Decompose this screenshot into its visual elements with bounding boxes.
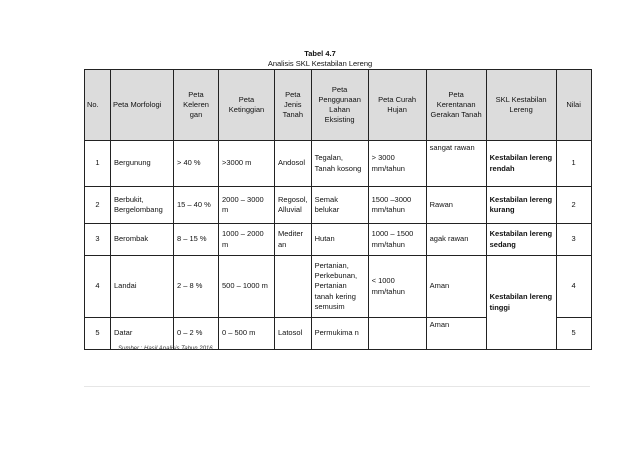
- header-row: [85, 70, 592, 141]
- cell-kelerengan: 2 – 8 %: [174, 256, 219, 318]
- cell-jenis-tanah: Andosol: [275, 141, 312, 187]
- cell-nilai: 1: [556, 141, 591, 187]
- table-title: Tabel 4.7: [304, 49, 336, 58]
- table-row: [85, 141, 592, 187]
- header-curah-hujan: Peta Curah Hujan: [368, 70, 426, 141]
- cell-penggunaan: Permukima n: [311, 318, 368, 350]
- cell-penggunaan: Semak belukar: [311, 187, 368, 224]
- cell-no: 1: [85, 141, 111, 187]
- cell-kelerengan: 0 – 2 %: [174, 318, 219, 350]
- cell-morfologi: Berbukit, Bergelombang: [111, 187, 174, 224]
- cell-ketinggian: 500 – 1000 m: [219, 256, 275, 318]
- cell-no: 4: [85, 256, 111, 318]
- cell-nilai: 2: [556, 187, 591, 224]
- cell-skl: Kestabilan lereng kurang: [486, 187, 556, 224]
- header-jenis-tanah: Peta Jenis Tanah: [275, 70, 312, 141]
- table-row: [85, 224, 592, 256]
- header-ketinggian: Peta Ketinggian: [219, 70, 275, 141]
- cell-skl-merged: Kestabilan lereng tinggi: [486, 256, 556, 350]
- cell-ketinggian: 0 – 500 m: [219, 318, 275, 350]
- cell-kelerengan: 15 – 40 %: [174, 187, 219, 224]
- cell-morfologi: Bergunung: [111, 141, 174, 187]
- header-nilai: Nilai: [556, 70, 591, 141]
- cell-curah-hujan: 1000 – 1500 mm/tahun: [368, 224, 426, 256]
- cell-nilai: 3: [556, 224, 591, 256]
- cell-curah-hujan: > 3000 mm/tahun: [368, 141, 426, 187]
- table-row: [85, 256, 592, 318]
- cell-jenis-tanah: Regosol, Alluvial: [275, 187, 312, 224]
- cell-penggunaan: Hutan: [311, 224, 368, 256]
- cell-skl: Kestabilan lereng sedang: [486, 224, 556, 256]
- cell-no: 2: [85, 187, 111, 224]
- cell-kerentanan: sangat rawan: [426, 141, 486, 187]
- table-row: [85, 187, 592, 224]
- cell-skl: Kestabilan lereng rendah: [486, 141, 556, 187]
- table-subtitle: Analisis SKL Kestabilan Lereng: [267, 59, 373, 68]
- cell-ketinggian: 1000 – 2000 m: [219, 224, 275, 256]
- cell-nilai: 4: [556, 256, 591, 318]
- cell-curah-hujan: < 1000 mm/tahun: [368, 256, 426, 318]
- cell-morfologi: Datar: [111, 318, 174, 350]
- cell-kerentanan: Aman: [426, 256, 486, 318]
- cell-kelerengan: > 40 %: [174, 141, 219, 187]
- cell-curah-hujan: 1500 –3000 mm/tahun: [368, 187, 426, 224]
- header-kerentanan: Peta Kerentanan Gerakan Tanah: [426, 70, 486, 141]
- header-penggunaan-lahan: Peta Penggunaan Lahan Eksisting: [311, 70, 368, 141]
- cell-ketinggian: 2000 – 3000 m: [219, 187, 275, 224]
- cell-penggunaan: Tegalan, Tanah kosong: [311, 141, 368, 187]
- cell-penggunaan: Pertanian, Perkebunan, Pertanian tanah kering semusim: [311, 256, 368, 318]
- skl-table: [84, 69, 592, 350]
- cell-morfologi: Berombak: [111, 224, 174, 256]
- cell-kerentanan: agak rawan: [426, 224, 486, 256]
- divider: [84, 386, 590, 387]
- cell-kelerengan: 8 – 15 %: [174, 224, 219, 256]
- cell-jenis-tanah: Mediter an: [275, 224, 312, 256]
- cell-nilai: 5: [556, 318, 591, 350]
- cell-jenis-tanah: [275, 256, 312, 318]
- cell-no: 3: [85, 224, 111, 256]
- cell-jenis-tanah: Latosol: [275, 318, 312, 350]
- cell-morfologi: Landai: [111, 256, 174, 318]
- header-no: No.: [85, 70, 111, 141]
- header-kelerengan: Peta Keleren gan: [174, 70, 219, 141]
- cell-ketinggian: >3000 m: [219, 141, 275, 187]
- cell-kerentanan: Aman: [426, 318, 486, 350]
- header-morfologi: Peta Morfologi: [111, 70, 174, 141]
- cell-no: 5: [85, 318, 111, 350]
- source-note: Sumber : Hasil Analisis Tahun 2016: [118, 346, 213, 352]
- header-skl: SKL Kestabilan Lereng: [486, 70, 556, 141]
- cell-kerentanan: Rawan: [426, 187, 486, 224]
- cell-curah-hujan: [368, 318, 426, 350]
